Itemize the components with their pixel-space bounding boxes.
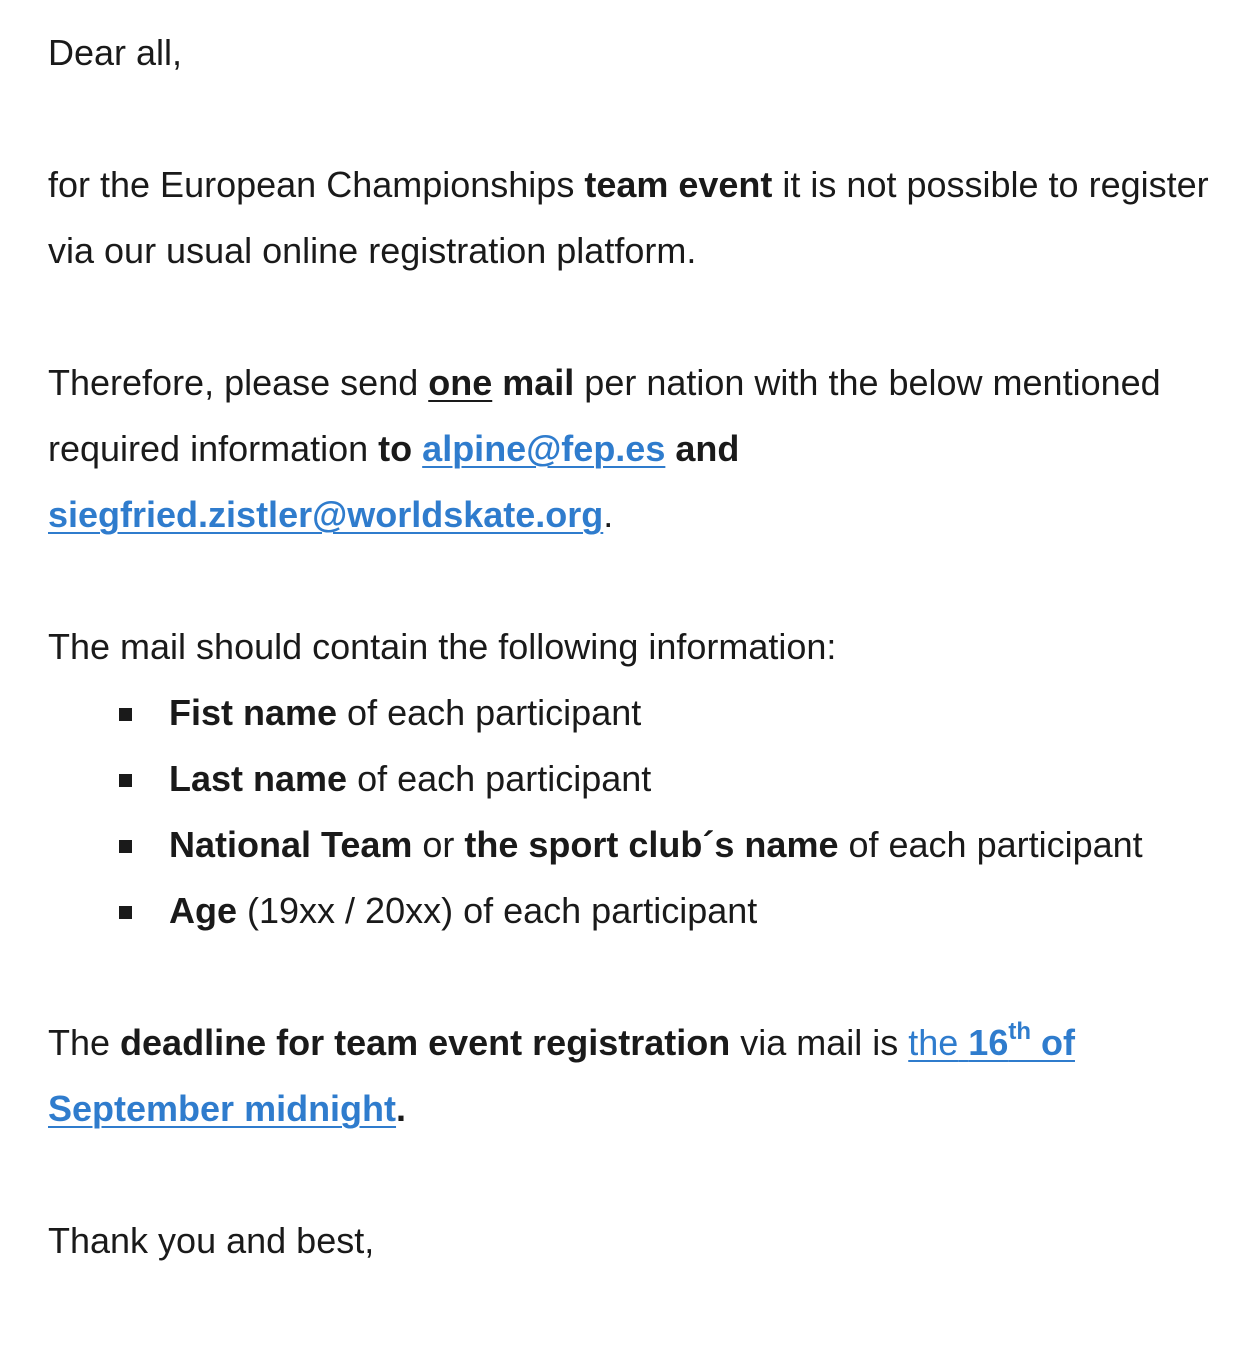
text: per nation with the below mentioned required information [48,362,1161,469]
bold-to: to [378,428,413,469]
list-item [48,878,1218,944]
bold-item: National Team [169,824,413,865]
spacer [48,944,1218,1010]
spacer [48,1142,1218,1208]
date-ordinal: th [1008,1018,1031,1045]
spacer [48,284,1218,350]
bold-period: . [396,1088,407,1129]
text: Therefore, please send [48,362,429,403]
closing [48,1208,1218,1274]
email-link-zistler[interactable]: siegfried.zistler@worldskate.org [48,494,604,535]
bold-and: and [675,428,740,469]
text: it is not possible to register via our usual online registration platform. [48,164,1209,271]
list-item [48,746,1218,812]
greeting [48,20,1218,86]
greeting-text: Dear all, [48,32,183,73]
paragraph-list-intro [48,614,1218,680]
text: of each participant [838,824,1143,865]
list-item [48,680,1218,746]
text: The [48,1022,121,1063]
email-link-alpine[interactable]: alpine@fep.es [422,428,666,469]
bold-item: Age [169,890,238,931]
paragraph-registration-info [48,152,1218,284]
paragraph-deadline [48,1010,1218,1142]
email-body [48,20,1218,1274]
square-bullet-icon [119,774,132,787]
date-link-the: the [908,1022,959,1063]
bold-deadline: deadline for team event registration [120,1022,731,1063]
square-bullet-icon [119,708,132,721]
text: (19xx / 20xx) of each participant [237,890,758,931]
spacer [48,548,1218,614]
text: of each participant [337,692,642,733]
text: for the European Championships [48,164,585,205]
list-item [48,812,1218,878]
square-bullet-icon [119,840,132,853]
text: of each participant [347,758,652,799]
space [412,428,422,469]
bold-item: Last name [169,758,348,799]
space [665,428,675,469]
bold-mail: mail [492,362,575,403]
paragraph-send-mail [48,350,1218,548]
spacer [48,86,1218,152]
text: The mail should contain the following information: [48,626,837,667]
bold-item: the sport club´s name [464,824,839,865]
bold-team-event: team event [584,164,773,205]
text: . [603,494,614,535]
date-day: 16 [968,1022,1009,1063]
closing-text: Thank you and best, [48,1220,375,1261]
text: or [412,824,465,865]
required-info-list [48,680,1218,944]
space [958,1022,968,1063]
text: via mail is [730,1022,909,1063]
bold-one: one [428,362,493,403]
square-bullet-icon [119,906,132,919]
date-month: of September midnight [48,1022,1075,1129]
bold-item: Fist name [169,692,338,733]
